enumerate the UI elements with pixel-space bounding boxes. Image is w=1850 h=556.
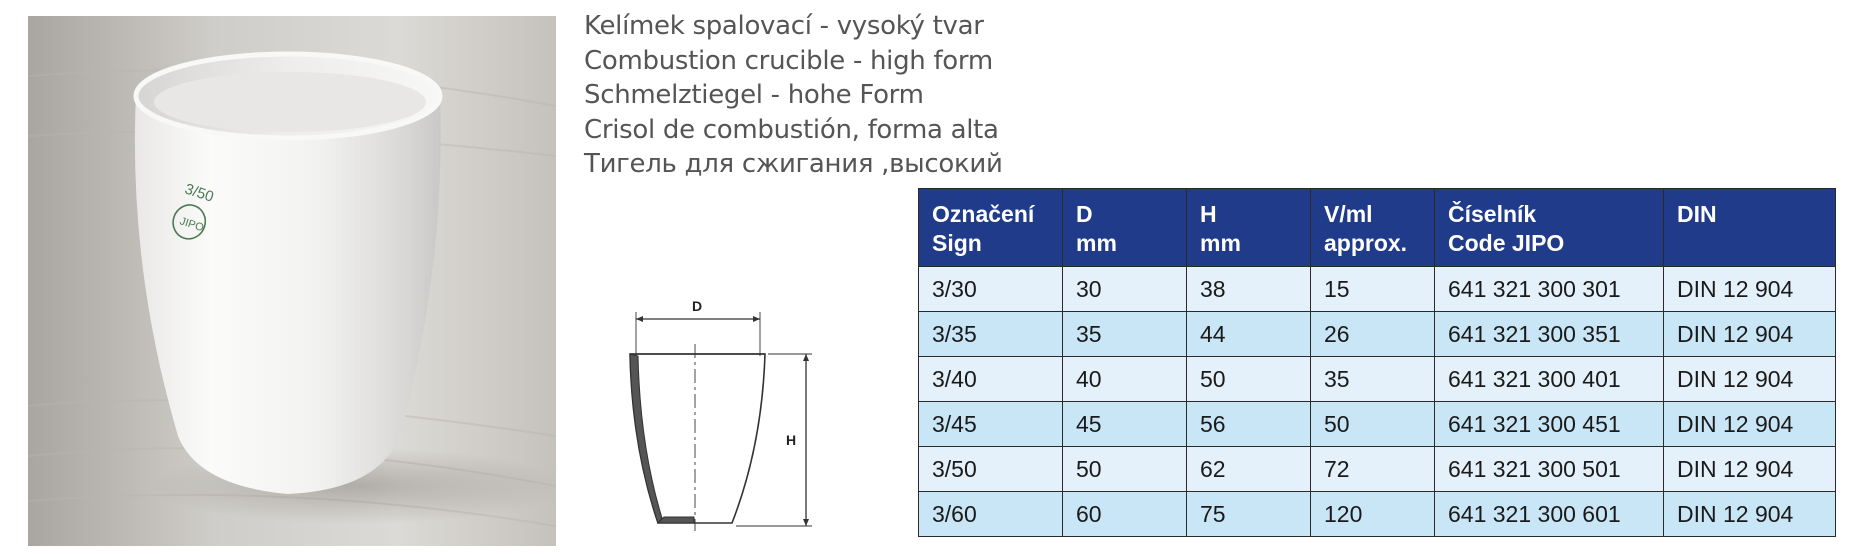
header-din: DIN <box>1664 189 1836 267</box>
product-titles <box>584 9 1003 182</box>
cell-diameter: 60 <box>1063 492 1187 537</box>
cell-sign: 3/45 <box>919 402 1063 447</box>
specification-table <box>918 188 1836 537</box>
cell-din: DIN 12 904 <box>1664 312 1836 357</box>
cell-din: DIN 12 904 <box>1664 267 1836 312</box>
table-row <box>919 357 1836 402</box>
cell-volume: 15 <box>1311 267 1435 312</box>
cell-din: DIN 12 904 <box>1664 492 1836 537</box>
cell-height: 38 <box>1187 267 1311 312</box>
cell-volume: 35 <box>1311 357 1435 402</box>
title-english: Combustion crucible - high form <box>584 45 993 76</box>
title-spanish: Crisol de combustión, forma alta <box>584 114 999 145</box>
table-row <box>919 402 1836 447</box>
cell-volume: 50 <box>1311 402 1435 447</box>
cell-height: 44 <box>1187 312 1311 357</box>
cell-diameter: 30 <box>1063 267 1187 312</box>
cell-sign: 3/40 <box>919 357 1063 402</box>
cell-diameter: 40 <box>1063 357 1187 402</box>
cell-height: 56 <box>1187 402 1311 447</box>
cell-code: 641 321 300 401 <box>1435 357 1664 402</box>
header-sign: Označení Sign <box>919 189 1063 267</box>
header-code: Číselník Code JIPO <box>1435 189 1664 267</box>
cell-sign: 3/50 <box>919 447 1063 492</box>
cell-volume: 26 <box>1311 312 1435 357</box>
table-row <box>919 492 1836 537</box>
cell-sign: 3/30 <box>919 267 1063 312</box>
title-german: Schmelztiegel - hohe Form <box>584 80 924 110</box>
d-label: D <box>692 298 703 314</box>
cell-din: DIN 12 904 <box>1664 357 1836 402</box>
crucible-dimension-drawing <box>612 286 832 536</box>
cell-din: DIN 12 904 <box>1664 447 1836 492</box>
cell-diameter: 45 <box>1063 402 1187 447</box>
cell-diameter: 50 <box>1063 447 1187 492</box>
cell-volume: 72 <box>1311 447 1435 492</box>
cell-height: 50 <box>1187 357 1311 402</box>
cell-code: 641 321 300 501 <box>1435 447 1664 492</box>
mark-size-text: 3/50 <box>182 180 216 206</box>
h-label: H <box>786 432 797 448</box>
cell-code: 641 321 300 351 <box>1435 312 1664 357</box>
cell-height: 75 <box>1187 492 1311 537</box>
cell-din: DIN 12 904 <box>1664 402 1836 447</box>
table-row <box>919 267 1836 312</box>
table-header-row <box>919 189 1836 267</box>
crucible-photo <box>28 16 556 546</box>
cell-sign: 3/60 <box>919 492 1063 537</box>
cell-code: 641 321 300 601 <box>1435 492 1664 537</box>
cell-code: 641 321 300 301 <box>1435 267 1664 312</box>
title-czech: Kelímek spalovací - vysoký tvar <box>584 11 984 41</box>
table-row <box>919 447 1836 492</box>
title-russian: Тигель для сжигания ,высокий <box>584 149 1003 179</box>
table-row <box>919 312 1836 357</box>
header-diameter: D mm <box>1063 189 1187 267</box>
cell-volume: 120 <box>1311 492 1435 537</box>
header-volume: V/ml approx. <box>1311 189 1435 267</box>
cell-code: 641 321 300 451 <box>1435 402 1664 447</box>
cell-diameter: 35 <box>1063 312 1187 357</box>
cell-height: 62 <box>1187 447 1311 492</box>
cell-sign: 3/35 <box>919 312 1063 357</box>
header-height: H mm <box>1187 189 1311 267</box>
mark-logo-text: JIPO <box>178 215 206 235</box>
